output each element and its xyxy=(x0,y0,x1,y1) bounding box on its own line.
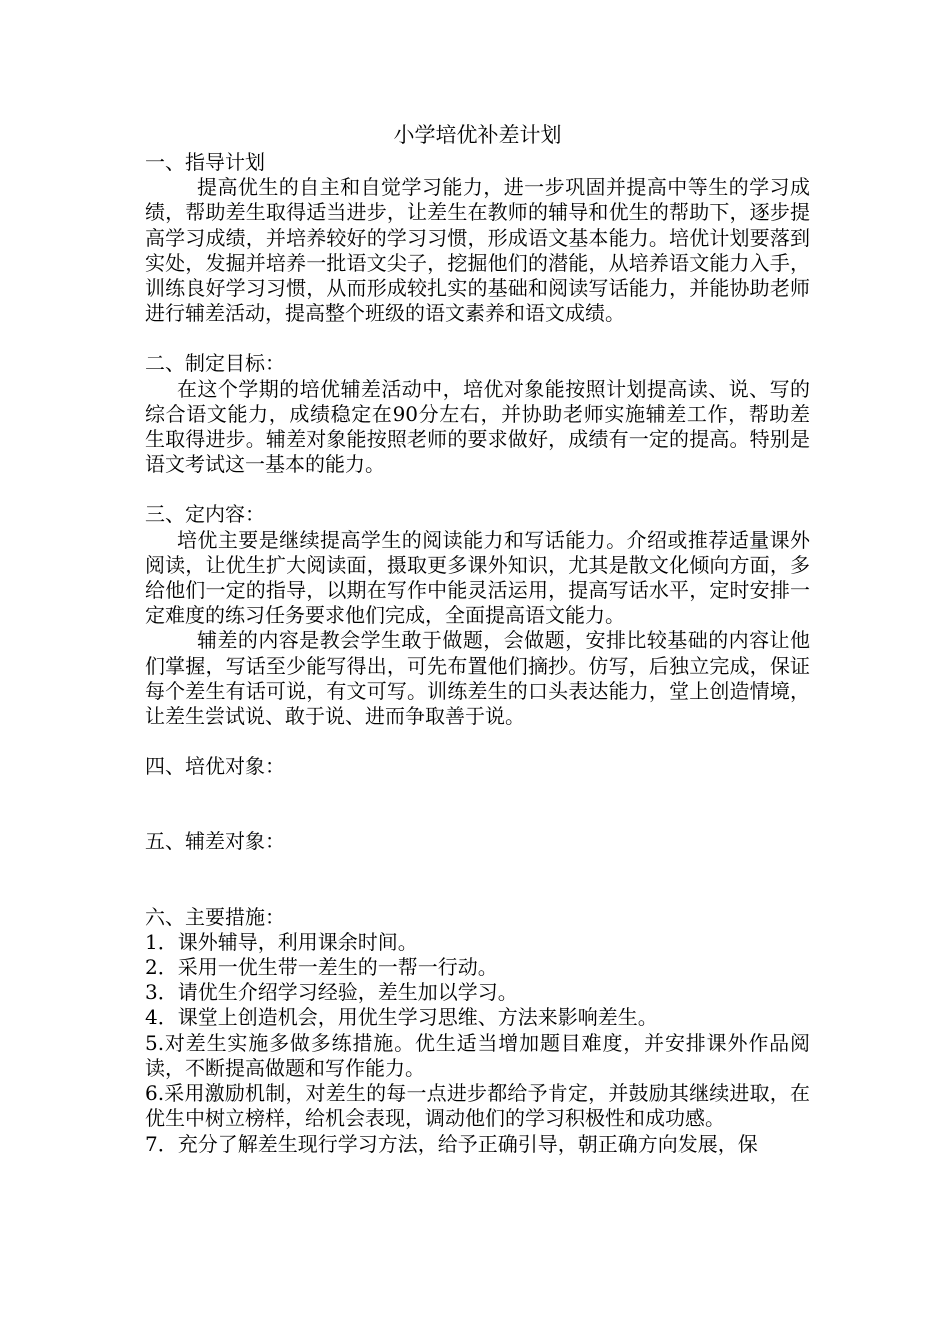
section-heading-support-targets: 五、辅差对象： xyxy=(145,829,285,854)
spacer xyxy=(145,855,810,905)
measure-item: 3．请优生介绍学习经验，差生加以学习。 xyxy=(145,980,518,1005)
spacer xyxy=(145,779,810,829)
section-heading-top-targets: 四、培优对象： xyxy=(145,754,285,779)
document-title: 小学培优补差计划 xyxy=(393,123,562,147)
section-paragraph-goals: 在这个学期的培优辅差活动中，培优对象能按照计划提高读、说、写的综合语文能力，成绩稳定在90分左右，并协助老师实施辅差工作，帮助差生取得进步。辅差对象能按照老师的要求做好，成绩有一定的提高。特别是语文考试这一基本的能力。 xyxy=(145,376,810,477)
spacer xyxy=(145,326,810,351)
measure-item: 7．充分了解差生现行学习方法，给予正确引导，朝正确方向发展，保 xyxy=(145,1131,758,1156)
measure-item: 1．课外辅导，利用课余时间。 xyxy=(145,929,418,954)
section-heading-goals: 二、制定目标： xyxy=(145,351,285,376)
measure-item: 2．采用一优生带一差生的一帮一行动。 xyxy=(145,955,498,980)
section-paragraph-guidance: 提高优生的自主和自觉学习能力，进一步巩固并提高中等生的学习成绩，帮助差生取得适当进步，让差生在教师的辅导和优生的帮助下，逐步提高学习成绩，并培养较好的学习习惯，形成语文基本能力。培优计划要落到实处，发掘并培养一批语文尖子，挖掘他们的潜能，从培养语文能力入手，训练良好学习习惯，从而形成较扎实的基础和阅读写话能力，并能协助老师进行辅差活动，提高整个班级的语文素养和语文成绩。 xyxy=(145,175,810,326)
section-paragraph-weak-students: 辅差的内容是教会学生敢于做题，会做题，安排比较基础的内容让他们掌握，写话至少能写得出，可先布置他们摘抄。仿写，后独立完成，保证每个差生有话可说，有文可写。训练差生的口头表达能力，堂上创造情境，让差生尝试说、敢于说、进而争取善于说。 xyxy=(145,628,810,729)
section-heading-guidance: 一、指导计划 xyxy=(145,150,265,174)
document-page xyxy=(145,122,810,1157)
measure-item: 6.采用激励机制，对差生的每一点进步都给予肯定，并鼓励其继续进取，在优生中树立榜样，给机会表现，调动他们的学习积极性和成功感。 xyxy=(145,1081,810,1131)
measure-item: 4．课堂上创造机会，用优生学习思维、方法来影响差生。 xyxy=(145,1005,658,1030)
section-heading-content: 三、定内容： xyxy=(145,502,265,527)
section-paragraph-top-students: 培优主要是继续提高学生的阅读能力和写话能力。介绍或推荐适量课外阅读，让优生扩大阅读面，摄取更多课外知识，尤其是散文化倾向方面，多给他们一定的指导，以期在写作中能灵活运用，提高写话水平，定时安排一定难度的练习任务要求他们完成，全面提高语文能力。 xyxy=(145,527,810,628)
spacer xyxy=(145,729,810,754)
measure-item: 5.对差生实施多做多练措施。优生适当增加题目难度，并安排课外作品阅读，不断提高做题和写作能力。 xyxy=(145,1030,810,1080)
section-heading-measures: 六、主要措施： xyxy=(145,904,285,929)
spacer xyxy=(145,477,810,502)
